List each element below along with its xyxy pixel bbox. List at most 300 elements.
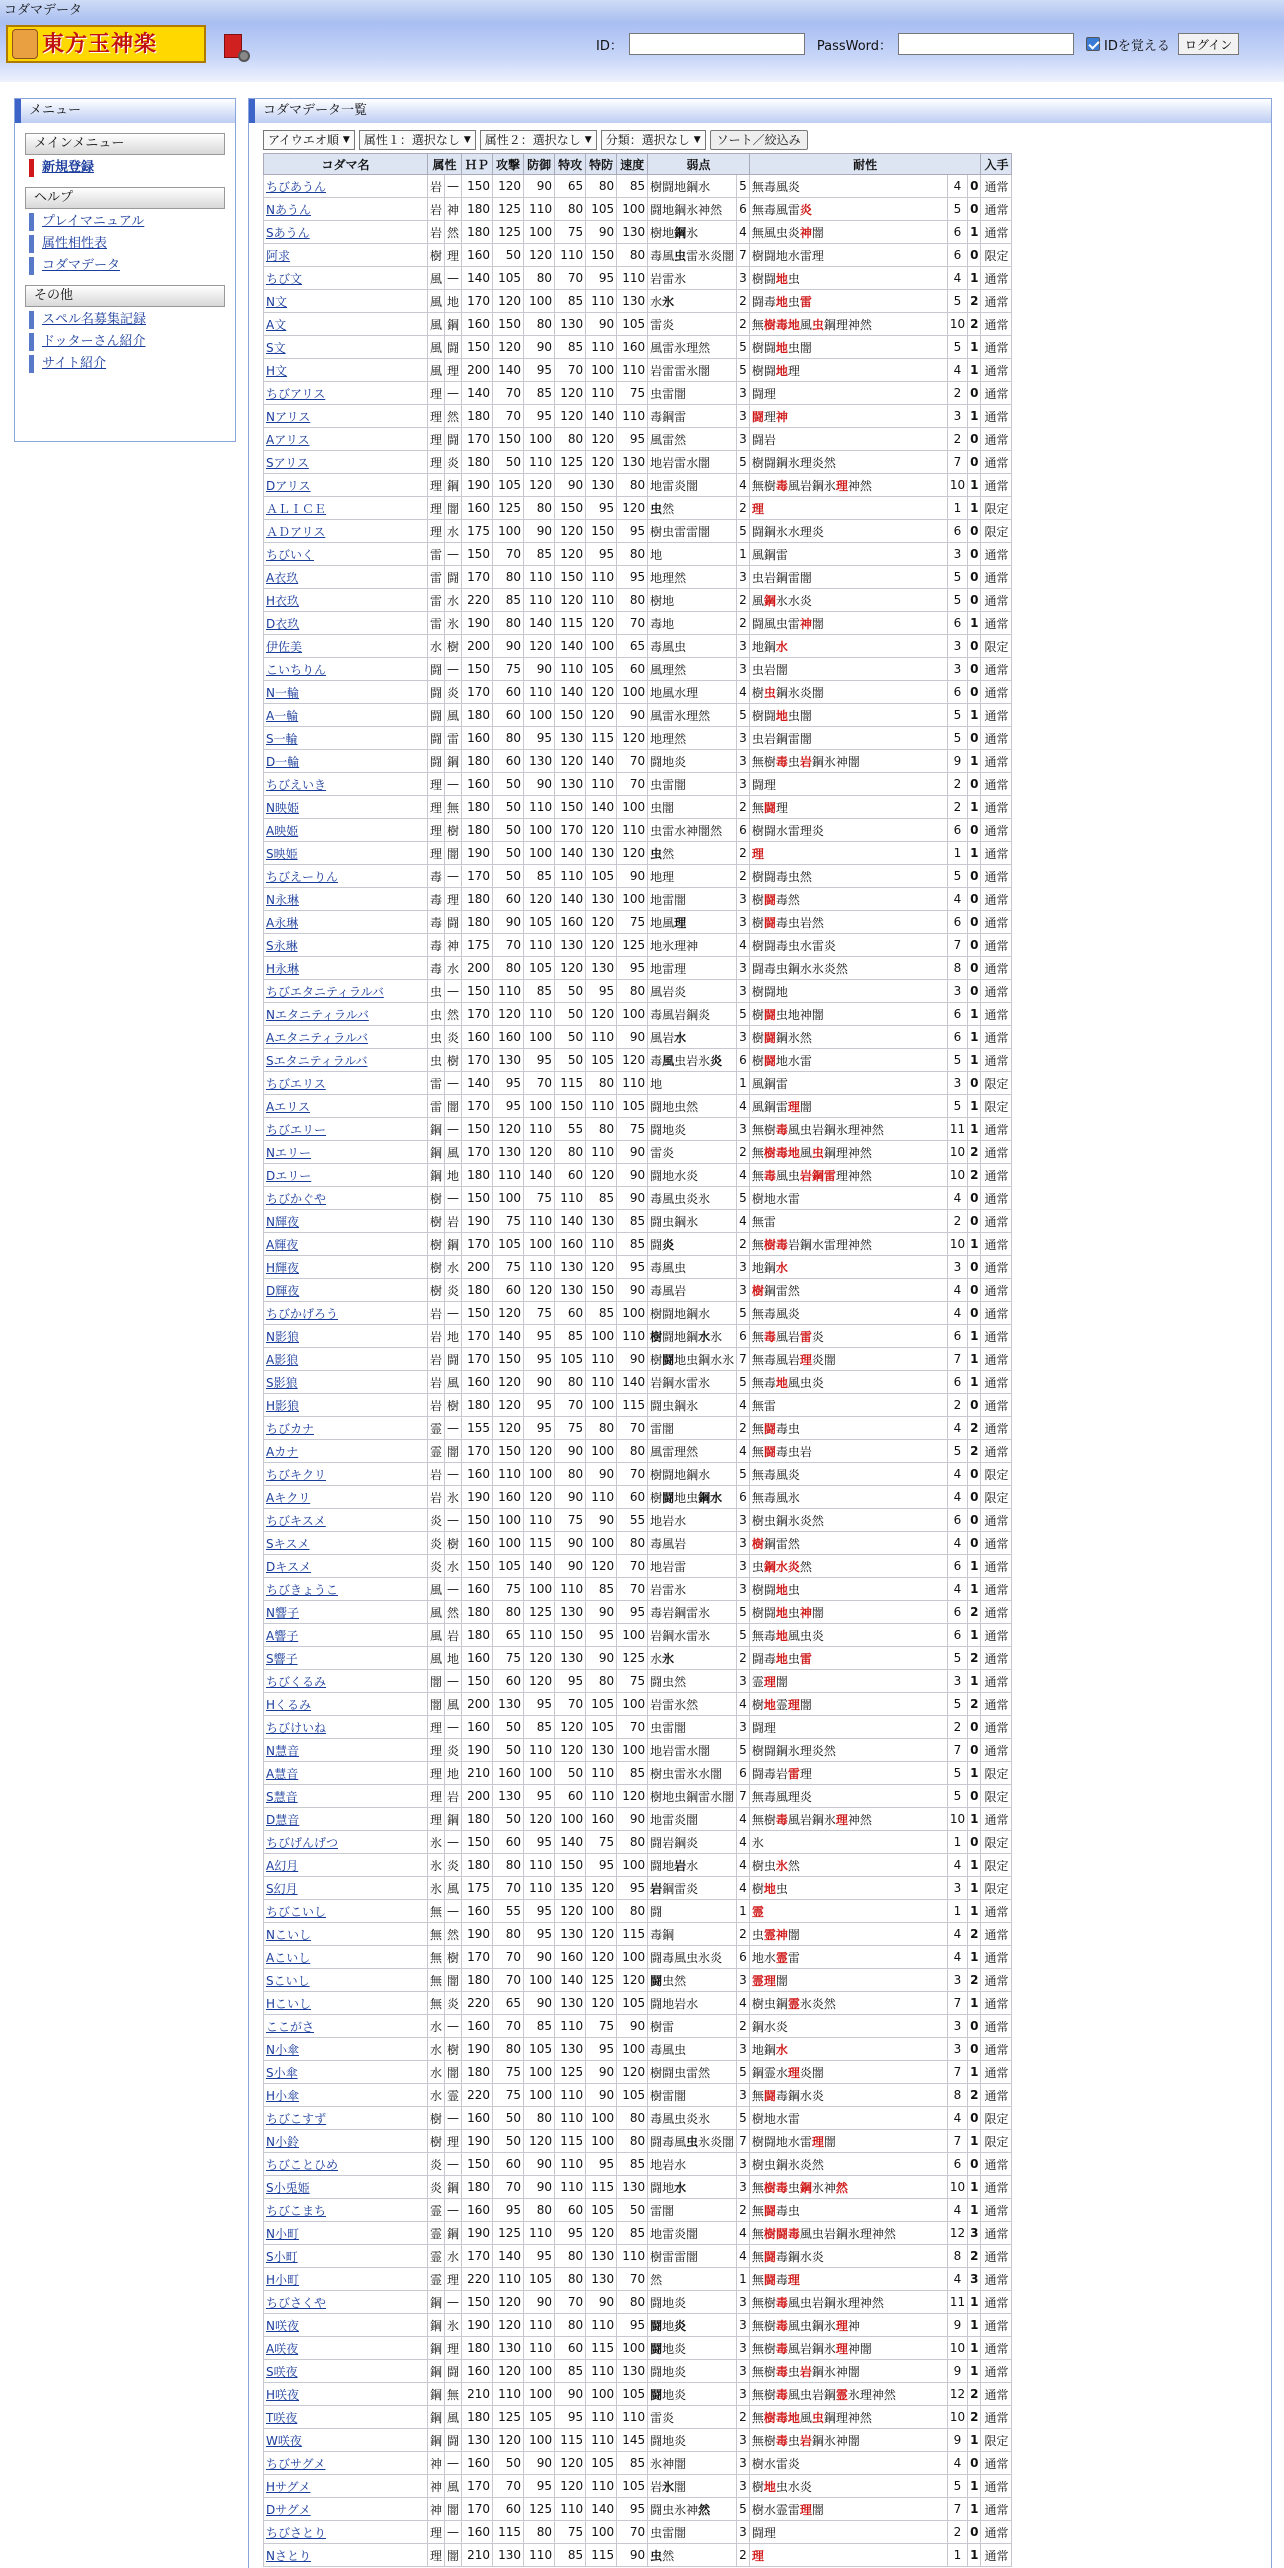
table-cell: 闘虫然 [648,1969,737,1992]
table-cell: 100 [586,635,617,658]
table-cell: 120 [586,911,617,934]
kodama-name-link[interactable]: D慧音 [264,1808,428,1831]
sort-filter-button[interactable]: ソート／絞込み [710,130,808,150]
table-cell: 地理 [648,865,737,888]
table-cell: 2 [968,1440,981,1463]
table-cell: 60 [493,1670,524,1693]
sidebar-item[interactable]: ドッターさん紹介 [29,333,225,351]
table-cell: 150 [586,244,617,267]
table-cell: 6 [737,1325,750,1348]
table-cell: 10 [947,1233,967,1256]
table-cell: 4 [737,1210,750,1233]
table-cell: 115 [586,2337,617,2360]
table-cell: 闘岩鋼炎 [648,1831,737,1854]
table-row [264,382,1012,405]
kodama-name-link[interactable]: ちびこすず [264,2107,428,2130]
kodama-name-link[interactable]: ちびキスメ [264,1509,428,1532]
table-cell: 4 [947,1279,967,1302]
kodama-name-link[interactable]: Hくるみ [264,1693,428,1716]
table-row [264,405,1012,428]
table-cell: 75 [493,1578,524,1601]
attribute2-select[interactable]: 属性２：選択なし ▼ [480,130,597,150]
table-cell: 風 [445,2406,462,2429]
sidebar-item[interactable]: プレイマニュアル [29,213,225,231]
kodama-name-link[interactable]: ちびこまち [264,2199,428,2222]
table-cell: 理 [428,2544,445,2567]
kodama-name-link[interactable]: N小鈴 [264,2130,428,2153]
table-cell: 100 [617,796,648,819]
table-cell: 105 [524,2268,555,2291]
kodama-name-link[interactable]: Sアリス [264,451,428,474]
table-cell: 5 [947,727,967,750]
table-cell: 70 [493,405,524,428]
table-row [264,635,1012,658]
table-cell: 通常 [981,221,1012,244]
table-cell: 無毒風炎 [749,1302,947,1325]
table-cell: 4 [947,2452,967,2475]
sidebar-item[interactable]: コダマデータ [29,257,225,275]
kodama-name-link[interactable]: ちびけいね [264,1716,428,1739]
table-cell: 0 [968,888,981,911]
table-cell: 鋼 [445,2176,462,2199]
table-cell: 170 [462,1003,493,1026]
table-row [264,727,1012,750]
table-cell: 2 [968,2406,981,2429]
category-select[interactable]: 分類：選択なし ▼ [601,130,706,150]
table-cell: 通常 [981,2406,1012,2429]
kodama-name-link[interactable]: ちびキクリ [264,1463,428,1486]
table-cell: 通常 [981,934,1012,957]
site-logo[interactable] [6,25,206,63]
kodama-name-link[interactable]: S影狼 [264,1371,428,1394]
table-cell: — [445,2199,462,2222]
kodama-name-link[interactable]: H咲夜 [264,2383,428,2406]
table-cell: 0 [968,980,981,1003]
table-cell: 水 [428,635,445,658]
kodama-name-link[interactable]: S咲夜 [264,2360,428,2383]
kodama-name-link[interactable]: S永琳 [264,934,428,957]
table-cell: 樹 [445,2038,462,2061]
kodama-name-link[interactable]: N小傘 [264,2038,428,2061]
table-cell: 3 [947,635,967,658]
kodama-name-link[interactable]: N小町 [264,2222,428,2245]
table-cell: 150 [462,1831,493,1854]
table-cell: 130 [586,957,617,980]
table-cell: 170 [462,566,493,589]
table-cell: 1 [968,1992,981,2015]
kodama-name-link[interactable]: ちびげんげつ [264,1831,428,1854]
table-cell: 100 [617,1739,648,1762]
sidebar-item[interactable]: スペル名募集記録 [29,311,225,329]
kodama-name-link[interactable]: A映姫 [264,819,428,842]
table-cell: 地風水理 [648,681,737,704]
kodama-name-link[interactable]: ちび文 [264,267,428,290]
table-cell: 95 [586,267,617,290]
table-cell: 風鋼雷 [749,543,947,566]
sort-select[interactable]: アイウエオ順 ▼ [263,130,355,150]
table-cell: 岩雷氷然 [648,1693,737,1716]
table-cell: 110 [586,1026,617,1049]
kodama-name-link[interactable]: D衣玖 [264,612,428,635]
table-cell: 100 [524,221,555,244]
kodama-name-link[interactable]: S映姫 [264,842,428,865]
kodama-name-link[interactable]: N一輪 [264,681,428,704]
table-row [264,2153,1012,2176]
kodama-name-link[interactable]: S文 [264,336,428,359]
table-cell: 50 [493,2452,524,2475]
kodama-name-link[interactable]: ちびアリス [264,382,428,405]
table-cell: 氷 [428,1831,445,1854]
id-input[interactable] [629,33,805,55]
kodama-name-link[interactable]: N永琳 [264,888,428,911]
table-cell: 170 [462,2475,493,2498]
kodama-name-link[interactable]: ちびかぐや [264,1187,428,1210]
table-cell: 通常 [981,2521,1012,2544]
table-cell: 3 [947,1877,967,1900]
table-cell: 160 [555,1233,586,1256]
table-cell: 無樹毒風虫岩鋼氷理神然 [749,1118,947,1141]
table-cell: 樹闘地 [749,980,947,1003]
table-cell: 2 [737,842,750,865]
table-cell: 限定 [981,635,1012,658]
table-cell: 通常 [981,2383,1012,2406]
table-cell: 闘地炎 [648,750,737,773]
kodama-name-link[interactable]: Aエタニティラルバ [264,1026,428,1049]
table-cell: 樹 [428,2107,445,2130]
table-cell: 150 [462,1302,493,1325]
table-cell: 85 [586,1578,617,1601]
kodama-name-link[interactable]: T咲夜 [264,2406,428,2429]
table-cell: 雷炎 [648,1141,737,1164]
table-cell: 樹闘鋼氷然 [749,1026,947,1049]
table-cell: 120 [493,1003,524,1026]
table-cell: 0 [968,1716,981,1739]
table-cell: 1 [968,2314,981,2337]
kodama-name-link[interactable]: S一輪 [264,727,428,750]
table-cell: 2 [737,1141,750,1164]
kodama-name-link[interactable]: ちびえいき [264,773,428,796]
table-cell: 通常 [981,474,1012,497]
kodama-name-link[interactable]: ちびカナ [264,1417,428,1440]
kodama-name-link[interactable]: N慧音 [264,1739,428,1762]
table-cell: 闘地岩水 [648,1992,737,2015]
table-cell: 地 [445,1325,462,1348]
kodama-name-link[interactable]: 阿求 [264,244,428,267]
table-row [264,1371,1012,1394]
kodama-name-link[interactable]: ちびこいし [264,1900,428,1923]
kodama-name-link[interactable]: H文 [264,359,428,382]
kodama-name-link[interactable]: W咲夜 [264,2429,428,2452]
table-cell: 闘 [428,704,445,727]
kodama-name-link[interactable]: A文 [264,313,428,336]
kodama-name-link[interactable]: N響子 [264,1601,428,1624]
table-cell: 無 [445,2383,462,2406]
column-header: 特攻 [555,154,586,175]
kodama-name-link[interactable]: D一輪 [264,750,428,773]
remember-id-checkbox[interactable] [1086,37,1100,51]
kodama-name-link[interactable]: Aアリス [264,428,428,451]
table-cell: 105 [524,2038,555,2061]
table-cell: 3 [737,1969,750,1992]
kodama-name-link[interactable]: ここがさ [264,2015,428,2038]
table-row [264,1716,1012,1739]
table-cell: 120 [555,750,586,773]
kodama-name-link[interactable]: Dキスメ [264,1555,428,1578]
kodama-name-link[interactable]: H小町 [264,2268,428,2291]
table-cell: 3 [947,543,967,566]
table-cell: 80 [555,1463,586,1486]
table-cell: 95 [524,2245,555,2268]
table-row [264,1440,1012,1463]
kodama-name-link[interactable]: H永琳 [264,957,428,980]
kodama-name-link[interactable]: Sキスメ [264,1532,428,1555]
password-input[interactable] [898,33,1074,55]
table-cell: 120 [586,612,617,635]
kodama-name-link[interactable]: ちびえーりん [264,865,428,888]
table-cell: 110 [524,589,555,612]
table-cell: 4 [947,1187,967,1210]
kodama-name-link[interactable]: N映姫 [264,796,428,819]
table-cell: 樹闘地虫闇 [749,704,947,727]
kodama-name-link[interactable]: Nさとり [264,2544,428,2567]
kodama-name-link[interactable]: ちびサグメ [264,2452,428,2475]
kodama-name-link[interactable]: ちびことひめ [264,2153,428,2176]
kodama-name-link[interactable]: ちびさとり [264,2521,428,2544]
table-cell: 無樹毒虫鋼氷神然 [749,2176,947,2199]
kodama-name-link[interactable]: 伊佐美 [264,635,428,658]
table-cell: 3 [737,1026,750,1049]
table-cell: 5 [947,2475,967,2498]
kodama-name-link[interactable]: A一輪 [264,704,428,727]
table-cell: 樹 [445,1394,462,1417]
kodama-name-link[interactable]: Aこいし [264,1946,428,1969]
table-cell: 3 [737,635,750,658]
kodama-name-link[interactable]: ちびエリー [264,1118,428,1141]
kodama-name-link[interactable]: N咲夜 [264,2314,428,2337]
table-cell: 130 [493,1141,524,1164]
table-cell: 85 [555,1325,586,1348]
table-cell: 145 [617,2429,648,2452]
kodama-name-link[interactable]: Dアリス [264,474,428,497]
kodama-name-link[interactable]: A幻月 [264,1854,428,1877]
kodama-name-link[interactable]: H衣玖 [264,589,428,612]
table-cell: 120 [555,520,586,543]
kodama-name-link[interactable]: ＡＬＩＣＥ [264,497,428,520]
kodama-name-link[interactable]: H小傘 [264,2084,428,2107]
table-cell: 地岩雷 [648,1555,737,1578]
table-cell: 無樹毒地風虫鋼理神然 [749,1141,947,1164]
table-cell: 130 [586,888,617,911]
table-cell: 闘 [648,1900,737,1923]
table-cell: 鋼 [445,750,462,773]
kodama-name-link[interactable]: Aエリス [264,1095,428,1118]
table-cell: 限定 [981,1095,1012,1118]
table-cell: 通常 [981,980,1012,1003]
table-cell: 160 [462,497,493,520]
kodama-name-link[interactable]: Dエリー [264,1164,428,1187]
kodama-name-link[interactable]: Nあうん [264,198,428,221]
table-cell: 4 [947,1302,967,1325]
table-cell: 90 [586,221,617,244]
kodama-name-link[interactable]: N文 [264,290,428,313]
attribute1-select[interactable]: 属性１：選択なし ▼ [359,130,476,150]
table-cell: 150 [493,1348,524,1371]
table-cell: 1 [968,1854,981,1877]
table-cell: 120 [493,1417,524,1440]
kodama-name-link[interactable]: こいちりん [264,658,428,681]
logo-text: 東方玉神楽 [42,31,158,57]
table-cell: 1 [968,2498,981,2521]
sidebar-item[interactable]: サイト紹介 [29,355,225,373]
kodama-name-link[interactable]: Aカナ [264,1440,428,1463]
kodama-name-link[interactable]: A衣玖 [264,566,428,589]
table-cell: 無 [445,796,462,819]
table-cell: 然 [445,221,462,244]
table-cell: 通常 [981,175,1012,198]
table-cell: 岩鋼雷炎 [648,1877,737,1900]
table-cell: 11 [947,2291,967,2314]
table-cell: 100 [524,1969,555,1992]
kodama-name-link[interactable]: Sエタニティラルバ [264,1049,428,1072]
table-cell: 7 [947,1348,967,1371]
table-cell: 80 [617,2130,648,2153]
table-cell: 70 [493,2475,524,2498]
kodama-name-link[interactable]: S小傘 [264,2061,428,2084]
table-cell: 3 [947,1670,967,1693]
table-row [264,1900,1012,1923]
kodama-name-link[interactable]: ちびさくや [264,2291,428,2314]
table-row [264,888,1012,911]
table-cell: 110 [586,290,617,313]
sidebar-item[interactable]: 属性相性表 [29,235,225,253]
kodama-name-link[interactable]: Nこいし [264,1923,428,1946]
kodama-name-link[interactable]: Sこいし [264,1969,428,1992]
sidebar-title: メニュー [15,99,235,123]
table-cell: 6 [737,1946,750,1969]
kodama-name-link[interactable]: Aキクリ [264,1486,428,1509]
table-cell: 60 [493,704,524,727]
main-panel [248,98,1272,2568]
table-cell: 100 [524,2084,555,2107]
kodama-name-link[interactable]: ちびかげろう [264,1302,428,1325]
table-row [264,336,1012,359]
table-cell: 理 [428,1785,445,1808]
table-cell: 通常 [981,1624,1012,1647]
table-cell: 水 [445,1256,462,1279]
kodama-name-link[interactable]: S幻月 [264,1877,428,1900]
kodama-name-link[interactable]: Nエリー [264,1141,428,1164]
table-cell: 120 [555,1739,586,1762]
table-cell: 160 [462,1371,493,1394]
table-cell: 130 [493,1693,524,1716]
table-cell: 100 [524,1095,555,1118]
kodama-name-link[interactable]: A影狼 [264,1348,428,1371]
kodama-name-link[interactable]: Dサグメ [264,2498,428,2521]
sidebar-item[interactable]: 新規登録 [29,159,225,177]
table-cell: 180 [462,1808,493,1831]
remember-id-label: IDを覚える [1104,38,1170,54]
kodama-name-link[interactable]: H輝夜 [264,1256,428,1279]
table-cell: 通常 [981,1325,1012,1348]
kodama-name-link[interactable]: ちびあうん [264,175,428,198]
table-cell: 通常 [981,1808,1012,1831]
table-cell: 3 [968,2222,981,2245]
table-cell: 鋼 [428,2291,445,2314]
table-cell: 80 [617,1532,648,1555]
table-row [264,980,1012,1003]
kodama-name-link[interactable]: Hこいし [264,1992,428,2015]
kodama-name-link[interactable]: S小町 [264,2245,428,2268]
kodama-name-link[interactable]: H影狼 [264,1394,428,1417]
kodama-name-link[interactable]: S小兎姫 [264,2176,428,2199]
column-header: 属性 [428,154,462,175]
table-cell: 180 [462,198,493,221]
table-cell: 6 [947,1026,967,1049]
kodama-name-link[interactable]: Nアリス [264,405,428,428]
table-cell: 120 [493,336,524,359]
table-cell: 樹鋼雷然 [749,1532,947,1555]
table-cell: 110 [524,198,555,221]
table-cell: 闇 [445,2498,462,2521]
table-cell: 通常 [981,1026,1012,1049]
kodama-name-link[interactable]: Sあうん [264,221,428,244]
kodama-name-link[interactable]: A咲夜 [264,2337,428,2360]
table-cell: 3 [737,957,750,980]
kodama-name-link[interactable]: ちびきょうこ [264,1578,428,1601]
table-cell: 115 [586,2176,617,2199]
kodama-name-link[interactable]: A永琳 [264,911,428,934]
table-cell: 70 [493,1877,524,1900]
table-cell: 氷 [445,612,462,635]
kodama-name-link[interactable]: Nエタニティラルバ [264,1003,428,1026]
kodama-name-link[interactable]: ちびエリス [264,1072,428,1095]
login-button[interactable]: ログイン [1178,33,1239,55]
kodama-name-link[interactable]: ちびくるみ [264,1670,428,1693]
kodama-name-link[interactable]: N輝夜 [264,1210,428,1233]
table-cell: 0 [968,198,981,221]
table-cell: 100 [524,2383,555,2406]
table-cell: 樹 [428,1233,445,1256]
table-cell: 120 [493,1118,524,1141]
kodama-name-link[interactable]: Hサグメ [264,2475,428,2498]
kodama-name-link[interactable]: S響子 [264,1647,428,1670]
kodama-name-link[interactable]: A響子 [264,1624,428,1647]
table-cell: 通常 [981,911,1012,934]
table-cell: 120 [586,681,617,704]
kodama-name-link[interactable]: S慧音 [264,1785,428,1808]
kodama-name-link[interactable]: ＡＤアリス [264,520,428,543]
table-cell: 地水霊雷 [749,1946,947,1969]
table-cell: 5 [737,359,750,382]
kodama-name-link[interactable]: A慧音 [264,1762,428,1785]
table-cell: 90 [617,865,648,888]
settings-document-icon[interactable] [224,34,250,64]
kodama-name-link[interactable]: D輝夜 [264,1279,428,1302]
table-cell: 限定 [981,1854,1012,1877]
table-cell: 95 [524,1831,555,1854]
table-row [264,543,1012,566]
table-cell: 180 [462,911,493,934]
table-cell: 樹闘地虫鋼水氷 [648,1348,737,1371]
kodama-name-link[interactable]: A輝夜 [264,1233,428,1256]
kodama-name-link[interactable]: N影狼 [264,1325,428,1348]
kodama-name-link[interactable]: ちびエタニティラルバ [264,980,428,1003]
kodama-name-link[interactable]: ちびいく [264,543,428,566]
table-row [264,2406,1012,2429]
table-cell: 90 [617,2544,648,2567]
table-cell: 90 [555,474,586,497]
table-row [264,2107,1012,2130]
